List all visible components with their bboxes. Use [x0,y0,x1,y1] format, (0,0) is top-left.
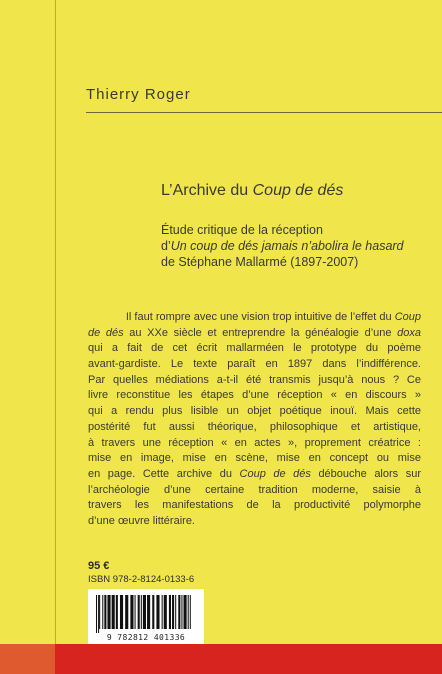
barcode-bar [188,595,189,629]
blurb-line [88,310,421,326]
blurb-italic: de dés [88,326,124,339]
barcode-bar [116,595,118,629]
barcode-bar [130,595,133,629]
blurb-text: avant-gardiste. Le texte paraît en 1897 dans l’indifférence. [88,358,421,371]
blurb-line [88,326,421,342]
subtitle-line-3: de Stéphane Mallarmé (1897-2007) [161,255,359,269]
barcode-bars [96,595,196,633]
blurb-text: qui a fait de cet écrit mallarméen le prototype du poème [88,342,421,355]
blurb-text: livre reconstitue les étapes d’une réception « en discours » [88,389,421,402]
book-subtitle [161,222,404,270]
title-italic: Coup de dés [252,182,344,199]
blurb-text: qui a rendu plus lisible un objet poétique inouï. Mais cette [88,405,421,418]
blurb-line [88,420,421,436]
barcode-bar [102,595,103,629]
blurb-line [88,483,421,499]
barcode-bar [164,595,167,629]
blurb-text: postérité fut aussi théorique, philosophique et artistique, [88,420,421,433]
blurb-text: Il faut rompre avec une vision trop intuitive de l’effet du [125,311,395,323]
bottom-band-strip [0,644,55,674]
barcode-bar [190,595,191,629]
blurb-line [88,498,421,514]
barcode-bar [104,595,106,629]
blurb-text: l’archéologie d’une certaine tradition moderne, saisie à [88,483,421,496]
barcode-bar [98,595,99,633]
isbn-label: ISBN 978-2-8124-0133-6 [88,574,195,585]
subtitle-line-1: Étude critique de la réception [161,223,323,237]
spine-edge-line [55,0,56,674]
blurb-line [88,357,421,373]
blurb-line [88,514,421,530]
blurb-line [88,467,421,483]
blurb-italic: doxa [397,326,421,339]
blurb-text: au XXe siècle et entreprendre la généalogie d’une [123,326,398,339]
barcode-bar [178,595,180,629]
blurb-line [88,436,421,452]
blurb-text: en page. Cette archive du [88,467,240,480]
blurb-line [88,388,421,404]
blurb-text: d’une œuvre littéraire. [88,514,195,527]
bottom-red-band [0,644,442,674]
blurb-line [88,341,421,357]
subtitle-line-2-prefix: d’ [161,239,171,253]
blurb-line [88,451,421,467]
author-name: Thierry Roger [86,86,191,103]
barcode-bar [96,595,97,633]
blurb-text: Par quelles médiations a-t-il été transmis jusqu’à nous ? Ce [88,373,421,386]
barcode-bar [125,595,128,629]
barcode-bar [120,595,123,629]
blurb-italic: Coup de dés [239,467,311,480]
barcode-bar [162,595,163,629]
blurb-italic: Coup [394,311,421,323]
barcode-bar [175,595,176,629]
price-label: 95 € [88,560,110,572]
barcode-bar [112,595,115,629]
blurb-text: travers les manifestations de la productivité polymorphe [88,499,421,512]
barcode-digits: 9 782812 401336 [106,633,186,642]
blurb-text: à travers une réception « en actes », proprement créatrice : [88,436,421,449]
barcode-bar [169,595,171,629]
barcode-bar [181,595,182,629]
book-title [161,182,343,200]
blurb-line [88,373,421,389]
barcode-bar [143,595,146,629]
barcode [88,589,204,651]
barcode-bar [141,595,142,629]
barcode-bar [135,595,136,629]
barcode-bar [107,595,110,629]
barcode-bar [99,595,100,629]
subtitle-line-2-italic: Un coup de dés jamais n’abolira le hasard [170,239,404,253]
title-prefix: L’Archive du [161,182,253,199]
barcode-bar [184,595,187,629]
blurb-paragraph [88,310,421,530]
barcode-bar [156,595,159,629]
barcode-bar [138,595,140,629]
blurb-text: mise en image, mise en scène, mise en concept ou mise [88,452,421,465]
barcode-bar [172,595,174,629]
subtitle-line-2 [161,238,404,254]
blurb-line [88,404,421,420]
blurb-text: débouche alors sur [310,467,421,480]
author-rule [86,112,442,113]
barcode-bar [147,595,150,629]
barcode-bar [152,595,154,629]
